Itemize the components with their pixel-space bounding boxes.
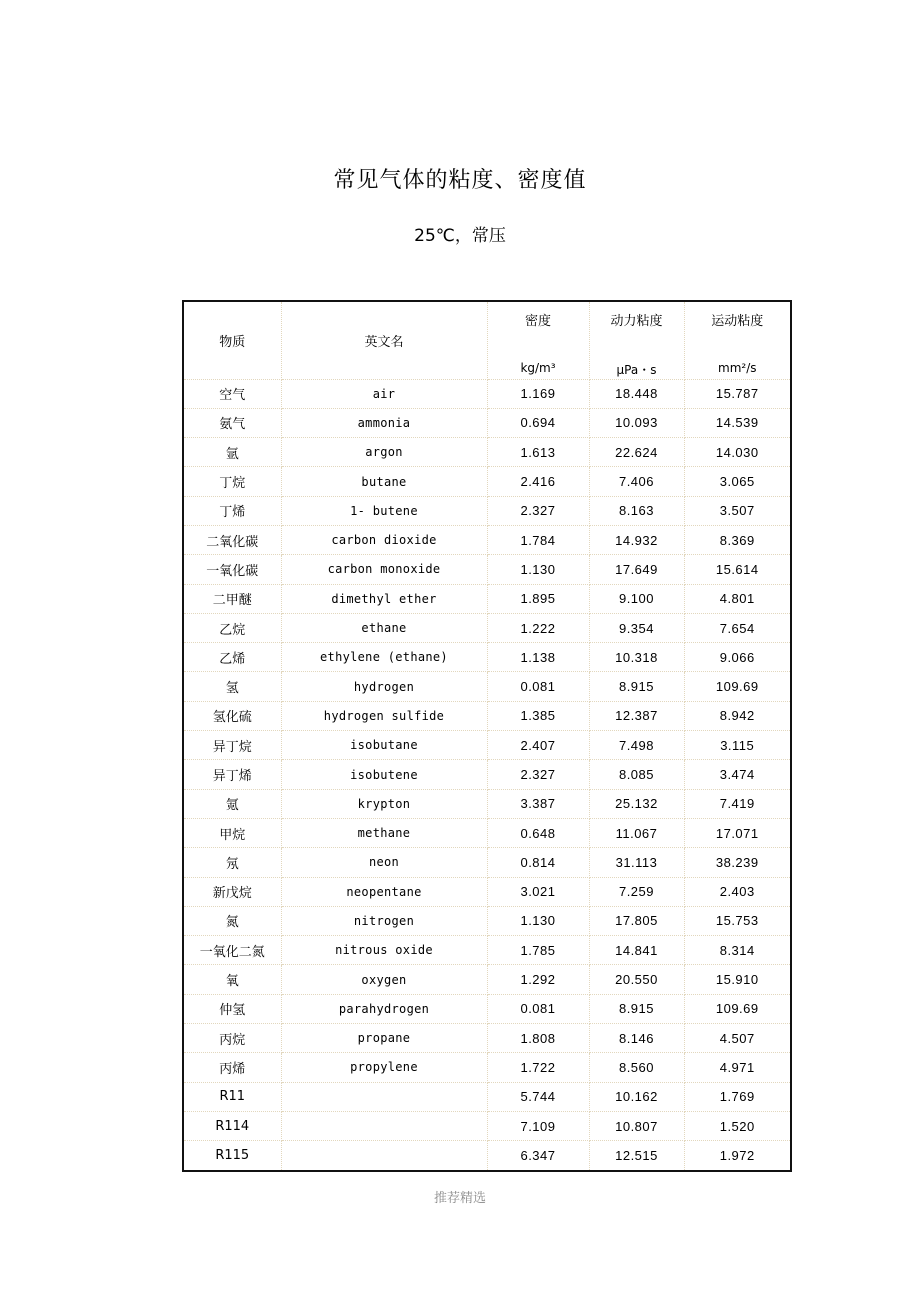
cell-substance: 丙烯 (183, 1053, 281, 1082)
cell-density: 0.081 (487, 672, 589, 701)
cell-density: 0.081 (487, 994, 589, 1023)
table-body (183, 379, 791, 1171)
cell-english-name: ethane (281, 613, 487, 642)
cell-substance: 乙烯 (183, 643, 281, 672)
cell-kinematic-viscosity: 3.115 (684, 731, 791, 760)
footer-text: 推荐精选 (433, 1191, 486, 1206)
cell-substance: 丙烷 (183, 1024, 281, 1053)
table-row (183, 789, 791, 818)
table-row (183, 701, 791, 730)
cell-substance: 新戊烷 (183, 877, 281, 906)
cell-dynamic-viscosity: 10.162 (589, 1082, 684, 1111)
cell-density: 2.416 (487, 467, 589, 496)
cell-substance: 一氧化二氮 (183, 936, 281, 965)
cell-english-name (281, 1111, 487, 1140)
cell-dynamic-viscosity: 14.932 (589, 525, 684, 554)
header-english-name: 英文名 (281, 301, 487, 379)
cell-density: 2.327 (487, 496, 589, 525)
cell-density: 0.648 (487, 818, 589, 847)
cell-dynamic-viscosity: 8.146 (589, 1024, 684, 1053)
cell-substance: 氮 (183, 906, 281, 935)
table-row (183, 818, 791, 847)
table-row (183, 672, 791, 701)
cell-kinematic-viscosity: 1.769 (684, 1082, 791, 1111)
cell-density: 7.109 (487, 1111, 589, 1140)
cell-substance: 丁烷 (183, 467, 281, 496)
cell-substance: 氪 (183, 789, 281, 818)
cell-substance: 氢化硫 (183, 701, 281, 730)
table-row (183, 438, 791, 467)
table-row (183, 877, 791, 906)
cell-kinematic-viscosity: 15.614 (684, 555, 791, 584)
page-title: 常见气体的粘度、密度值 (333, 168, 587, 193)
cell-english-name: hydrogen (281, 672, 487, 701)
table-row (183, 1111, 791, 1140)
cell-dynamic-viscosity: 8.915 (589, 672, 684, 701)
table-row (183, 906, 791, 935)
cell-dynamic-viscosity: 20.550 (589, 965, 684, 994)
cell-kinematic-viscosity: 8.314 (684, 936, 791, 965)
header-density-unit: kg/m³ (520, 361, 556, 375)
cell-kinematic-viscosity: 3.065 (684, 467, 791, 496)
cell-english-name: neopentane (281, 877, 487, 906)
cell-kinematic-viscosity: 4.507 (684, 1024, 791, 1053)
cell-dynamic-viscosity: 10.807 (589, 1111, 684, 1140)
cell-substance: R114 (183, 1111, 281, 1140)
cell-substance: 仲氢 (183, 994, 281, 1023)
cell-kinematic-viscosity: 15.753 (684, 906, 791, 935)
cell-density: 0.814 (487, 848, 589, 877)
cell-english-name: hydrogen sulfide (281, 701, 487, 730)
cell-substance: 氩 (183, 438, 281, 467)
table-row (183, 848, 791, 877)
cell-english-name (281, 1141, 487, 1171)
cell-kinematic-viscosity: 3.507 (684, 496, 791, 525)
cell-kinematic-viscosity: 38.239 (684, 848, 791, 877)
header-dynamic-viscosity (589, 301, 684, 379)
cell-substance: 丁烯 (183, 496, 281, 525)
cell-kinematic-viscosity: 14.539 (684, 408, 791, 437)
cell-density: 1.222 (487, 613, 589, 642)
table-row (183, 1053, 791, 1082)
cell-english-name: methane (281, 818, 487, 847)
cell-english-name: neon (281, 848, 487, 877)
cell-english-name: ammonia (281, 408, 487, 437)
header-kinematic-viscosity-unit: mm²/s (718, 361, 757, 375)
cell-dynamic-viscosity: 8.085 (589, 760, 684, 789)
table-row (183, 936, 791, 965)
cell-english-name: parahydrogen (281, 994, 487, 1023)
cell-dynamic-viscosity: 25.132 (589, 789, 684, 818)
cell-kinematic-viscosity: 17.071 (684, 818, 791, 847)
cell-density: 1.785 (487, 936, 589, 965)
cell-kinematic-viscosity: 4.971 (684, 1053, 791, 1082)
header-kinematic-viscosity (684, 301, 791, 379)
cell-substance: 氢 (183, 672, 281, 701)
cell-density: 1.722 (487, 1053, 589, 1082)
cell-english-name: nitrogen (281, 906, 487, 935)
cell-density: 3.021 (487, 877, 589, 906)
cell-kinematic-viscosity: 15.910 (684, 965, 791, 994)
cell-dynamic-viscosity: 12.515 (589, 1141, 684, 1171)
cell-substance: 一氧化碳 (183, 555, 281, 584)
cell-substance: 空气 (183, 379, 281, 408)
table-row (183, 731, 791, 760)
cell-substance: 异丁烯 (183, 760, 281, 789)
cell-density: 1.138 (487, 643, 589, 672)
cell-density: 2.327 (487, 760, 589, 789)
cell-english-name: argon (281, 438, 487, 467)
gas-properties-table (182, 300, 792, 1172)
table-row (183, 965, 791, 994)
cell-substance: 二甲醚 (183, 584, 281, 613)
cell-density: 6.347 (487, 1141, 589, 1171)
cell-density: 1.130 (487, 555, 589, 584)
cell-dynamic-viscosity: 8.915 (589, 994, 684, 1023)
cell-dynamic-viscosity: 8.163 (589, 496, 684, 525)
table-row (183, 613, 791, 642)
cell-density: 1.613 (487, 438, 589, 467)
cell-dynamic-viscosity: 31.113 (589, 848, 684, 877)
cell-kinematic-viscosity: 1.972 (684, 1141, 791, 1171)
cell-english-name: air (281, 379, 487, 408)
cell-dynamic-viscosity: 9.354 (589, 613, 684, 642)
table-row (183, 1024, 791, 1053)
header-density-label: 密度 (524, 314, 551, 329)
cell-dynamic-viscosity: 17.805 (589, 906, 684, 935)
cell-density: 5.744 (487, 1082, 589, 1111)
table-row (183, 1141, 791, 1171)
table-row (183, 379, 791, 408)
cell-density: 1.130 (487, 906, 589, 935)
cell-kinematic-viscosity: 15.787 (684, 379, 791, 408)
cell-density: 1.784 (487, 525, 589, 554)
table-row (183, 994, 791, 1023)
cell-dynamic-viscosity: 8.560 (589, 1053, 684, 1082)
table-header-row (183, 301, 791, 379)
cell-dynamic-viscosity: 9.100 (589, 584, 684, 613)
cell-english-name (281, 1082, 487, 1111)
cell-dynamic-viscosity: 10.318 (589, 643, 684, 672)
table-row (183, 408, 791, 437)
cell-dynamic-viscosity: 7.406 (589, 467, 684, 496)
cell-kinematic-viscosity: 1.520 (684, 1111, 791, 1140)
cell-density: 1.169 (487, 379, 589, 408)
table-row (183, 643, 791, 672)
cell-english-name: isobutane (281, 731, 487, 760)
cell-density: 1.808 (487, 1024, 589, 1053)
header-substance: 物质 (183, 301, 281, 379)
cell-dynamic-viscosity: 10.093 (589, 408, 684, 437)
cell-substance: 氨气 (183, 408, 281, 437)
cell-kinematic-viscosity: 4.801 (684, 584, 791, 613)
table-row (183, 1082, 791, 1111)
cell-substance: 二氧化碳 (183, 525, 281, 554)
cell-english-name: oxygen (281, 965, 487, 994)
cell-substance: 甲烷 (183, 818, 281, 847)
cell-english-name: dimethyl ether (281, 584, 487, 613)
cell-kinematic-viscosity: 2.403 (684, 877, 791, 906)
cell-substance: 乙烷 (183, 613, 281, 642)
cell-dynamic-viscosity: 22.624 (589, 438, 684, 467)
cell-english-name: 1- butene (281, 496, 487, 525)
cell-english-name: nitrous oxide (281, 936, 487, 965)
cell-substance: R11 (183, 1082, 281, 1111)
cell-kinematic-viscosity: 8.942 (684, 701, 791, 730)
cell-english-name: butane (281, 467, 487, 496)
cell-kinematic-viscosity: 7.419 (684, 789, 791, 818)
cell-density: 1.292 (487, 965, 589, 994)
cell-english-name: ethylene (ethane) (281, 643, 487, 672)
cell-kinematic-viscosity: 109.69 (684, 672, 791, 701)
cell-dynamic-viscosity: 18.448 (589, 379, 684, 408)
cell-kinematic-viscosity: 109.69 (684, 994, 791, 1023)
cell-kinematic-viscosity: 14.030 (684, 438, 791, 467)
table-row (183, 467, 791, 496)
table-row (183, 525, 791, 554)
cell-kinematic-viscosity: 9.066 (684, 643, 791, 672)
page-subtitle: 25℃，常压 (414, 226, 506, 246)
table-row (183, 760, 791, 789)
table-row (183, 555, 791, 584)
cell-substance: 氖 (183, 848, 281, 877)
cell-dynamic-viscosity: 11.067 (589, 818, 684, 847)
cell-density: 1.385 (487, 701, 589, 730)
cell-kinematic-viscosity: 8.369 (684, 525, 791, 554)
table-row (183, 584, 791, 613)
header-dynamic-viscosity-label: 动力粘度 (610, 314, 663, 329)
cell-kinematic-viscosity: 3.474 (684, 760, 791, 789)
cell-dynamic-viscosity: 17.649 (589, 555, 684, 584)
header-dynamic-viscosity-unit: μPa・s (616, 363, 657, 377)
cell-english-name: carbon dioxide (281, 525, 487, 554)
cell-substance: 异丁烷 (183, 731, 281, 760)
header-density (487, 301, 589, 379)
cell-kinematic-viscosity: 7.654 (684, 613, 791, 642)
cell-substance: 氧 (183, 965, 281, 994)
cell-density: 0.694 (487, 408, 589, 437)
cell-english-name: isobutene (281, 760, 487, 789)
cell-dynamic-viscosity: 7.498 (589, 731, 684, 760)
cell-english-name: krypton (281, 789, 487, 818)
cell-english-name: propylene (281, 1053, 487, 1082)
cell-substance: R115 (183, 1141, 281, 1171)
cell-density: 1.895 (487, 584, 589, 613)
cell-density: 3.387 (487, 789, 589, 818)
header-kinematic-viscosity-label: 运动粘度 (711, 314, 764, 329)
cell-english-name: carbon monoxide (281, 555, 487, 584)
cell-english-name: propane (281, 1024, 487, 1053)
table-row (183, 496, 791, 525)
cell-dynamic-viscosity: 12.387 (589, 701, 684, 730)
cell-density: 2.407 (487, 731, 589, 760)
cell-dynamic-viscosity: 7.259 (589, 877, 684, 906)
cell-dynamic-viscosity: 14.841 (589, 936, 684, 965)
